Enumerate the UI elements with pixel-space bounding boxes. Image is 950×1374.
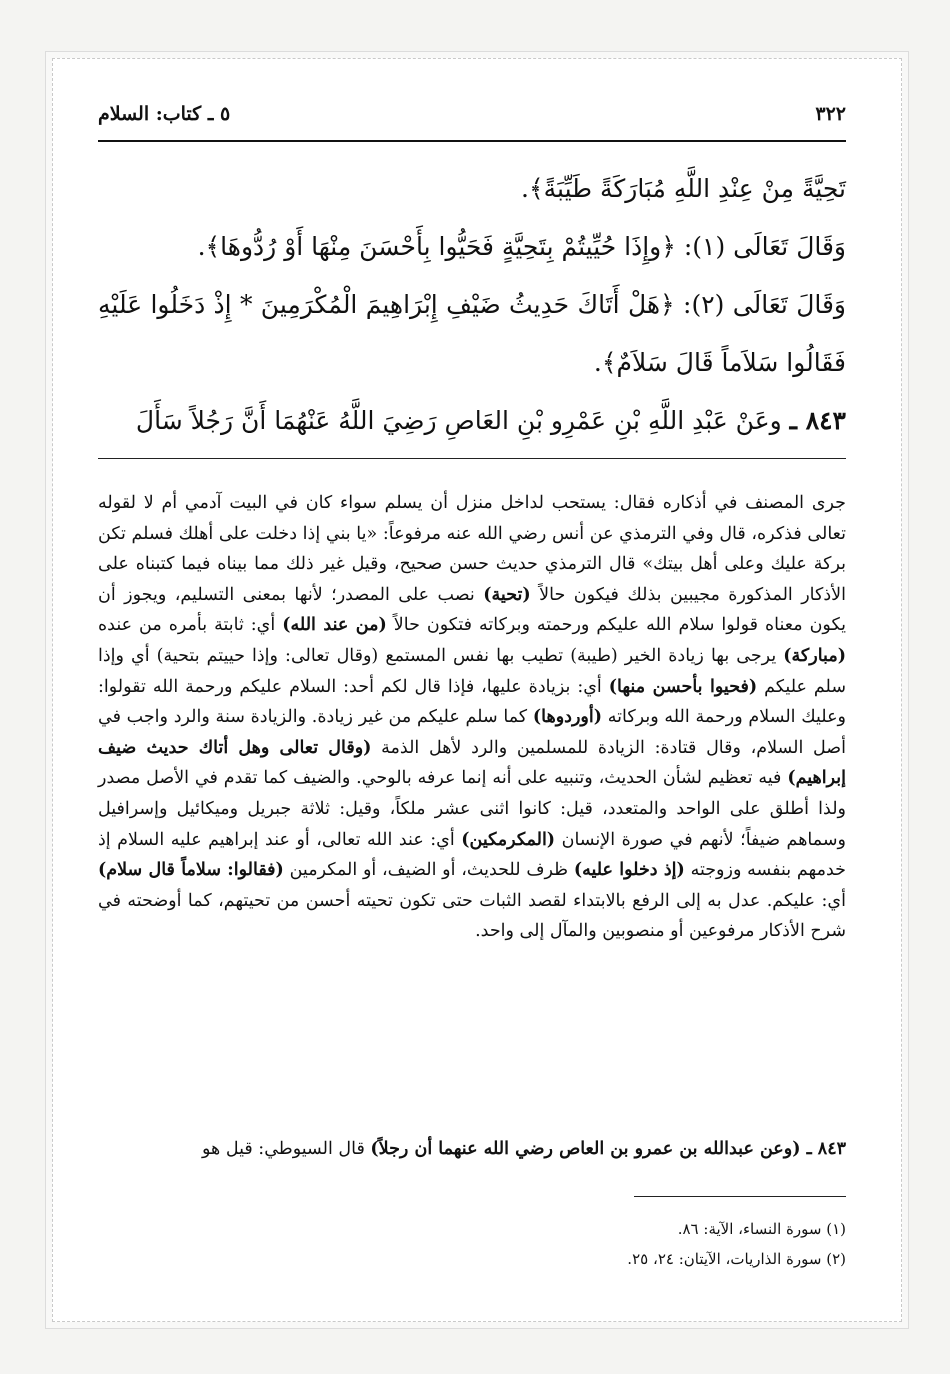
commentary-text: أي: بزيادة عليها، فإذا قال لكم أحد: السلام عليكم ورحمة الله تقولوا: وعليك السلام ورحمة الله وبركاته <box>98 676 846 728</box>
chapter-title: ٥ ـ كتاب: السلام <box>98 103 231 125</box>
running-header <box>98 96 846 132</box>
hadith-line <box>98 392 846 450</box>
commentary-text: كما سلم عليكم من غير زيادة. والزيادة سنة والرد واجب في أصل السلام، وقال قتادة: الزيادة للمسلمين والرد لأهل الذمة <box>98 707 846 758</box>
header-rule <box>98 140 846 142</box>
footnote-1: (١) سورة النساء، الآية: ٨٦. <box>677 1220 846 1238</box>
hadith-text: وعَنْ عَبْدِ اللَّهِ بْنِ عَمْرِو بْنِ العَاصِ رَضِيَ اللَّهُ عَنْهُمَا أَنَّ رَجُلاً سَأَلَ <box>135 406 782 435</box>
commentary-text: قال السيوطي: قيل هو <box>202 1139 365 1159</box>
footnote-2: (٢) سورة الذاريات، الآيتان: ٢٤، ٢٥. <box>627 1250 846 1268</box>
commentary-text: يرجى بها زيادة الخير (طيبة) تطيب بها نفس المستمع (وقال تعالى: وإذا حييتم بتحية) أي وإذا سلم عليكم <box>98 645 846 697</box>
commentary-keyword: (وقال تعالى وهل أتاك حديث ضيف إبراهيم) <box>98 737 846 789</box>
commentary-keyword: (إذ دخلوا عليه) <box>573 860 685 881</box>
commentary <box>98 488 846 947</box>
page-number: ٣٢٢ <box>815 103 846 125</box>
commentary-keyword: (من عند الله) <box>282 615 387 636</box>
commentary-next-hadith <box>98 1134 846 1164</box>
commentary-text: أي: عند الله تعالى، أو عند إبراهيم عليه السلام إذ خدمهم بنفسه وزوجته <box>98 829 847 881</box>
commentary-hadith-heading: ٨٤٣ ـ (وعن عبدالله بن عمرو بن العاص رضي الله عنهما أن رجلاً) <box>370 1139 846 1159</box>
matn-line-1: تَحِيَّةً مِنْ عِنْدِ اللَّهِ مُبَارَكَةً طَيِّبَةً﴾. <box>521 174 846 203</box>
commentary-keyword: (مباركة) <box>783 645 846 666</box>
commentary-text: أي: ثابتة بأمره من عنده <box>98 615 276 636</box>
commentary-text: جرى المصنف في أذكاره فقال: يستحب لداخل منزل أن يسلم سواء كان في البيت آدمي أم لا لقوله تعالى فذكره، قال وفي الترمذي عن أنس رضي الله عنه مرفوعاً: «يا بني إذا دخلت على أهلك فسلم تكن بركة عليك وعلى أهل بيتك» قال الترمذي حديث حسن صحيح، وقيل غير ذلك مما بيناه فيما كتبناه على الأذكار المذكورة مجيبين بذلك فيكون حالاً <box>98 493 846 605</box>
commentary-keyword: (أوردوها) <box>532 707 603 728</box>
commentary-text: ظرف للحديث، أو الضيف، أو المكرمين <box>289 860 569 881</box>
hadith-number: ٨٤٣ ـ <box>789 406 846 435</box>
commentary-divider <box>98 458 846 459</box>
commentary-text: نصب على المصدر؛ لأنها بمعنى التسليم، ويجوز أن يكون معناه قولوا سلام الله عليكم ورحمته وبركاته فتكون حالاً <box>98 584 846 636</box>
footnote-rule <box>634 1196 846 1197</box>
commentary-keyword: (تحية) <box>483 584 531 605</box>
commentary-keyword: (المكرمكين) <box>461 829 556 850</box>
main-text <box>98 160 846 450</box>
commentary-text: أي: عليكم. عدل به إلى الرفع بالابتداء لقصد الثبات حتى تكون تحيته أحسن من تحيتهم، كما أوضحته في شرح الأذكار مرفوعين أو منصوبين والمآل إلى واحد. <box>98 890 846 942</box>
commentary-text: فيه تعظيم لشأن الحديث، وتنبيه على أنه إنما عرفه بالوحي. والضيف كما تقدم في الأصل مصدر ولذا أطلق على الواحد والمتعدد، قيل: كانوا اثنى عشر ملكاً، وقيل: ثلاثة جبريل وميكائيل وإسرافيل وسماهم ضيفاً؛ لأنهم في صورة الإنسان <box>98 768 846 850</box>
commentary-keyword: (فقالوا: سلاماً قال سلام) <box>98 860 284 881</box>
footnotes <box>446 1214 846 1274</box>
matn-line-2: وَقَالَ تَعَالَى (١): ﴿وإِذَا حُيِّيتُمْ بِتَحِيَّةٍ فَحَيُّوا بِأَحْسَنَ مِنْهَا أَوْ رُدُّوهَا﴾. <box>197 232 846 261</box>
matn-line-3: وَقَالَ تَعَالَى (٢): ﴿هَلْ أَتَاكَ حَدِيثُ ضَيْفِ إِبْرَاهِيمَ الْمُكْرَمِينَ * إِذْ دَخَلُوا عَلَيْهِ فَقَالُوا سَلاَماً قَالَ سَلاَمٌ﴾. <box>98 290 846 377</box>
commentary-keyword: (فحيوا بأحسن منها) <box>608 676 758 697</box>
